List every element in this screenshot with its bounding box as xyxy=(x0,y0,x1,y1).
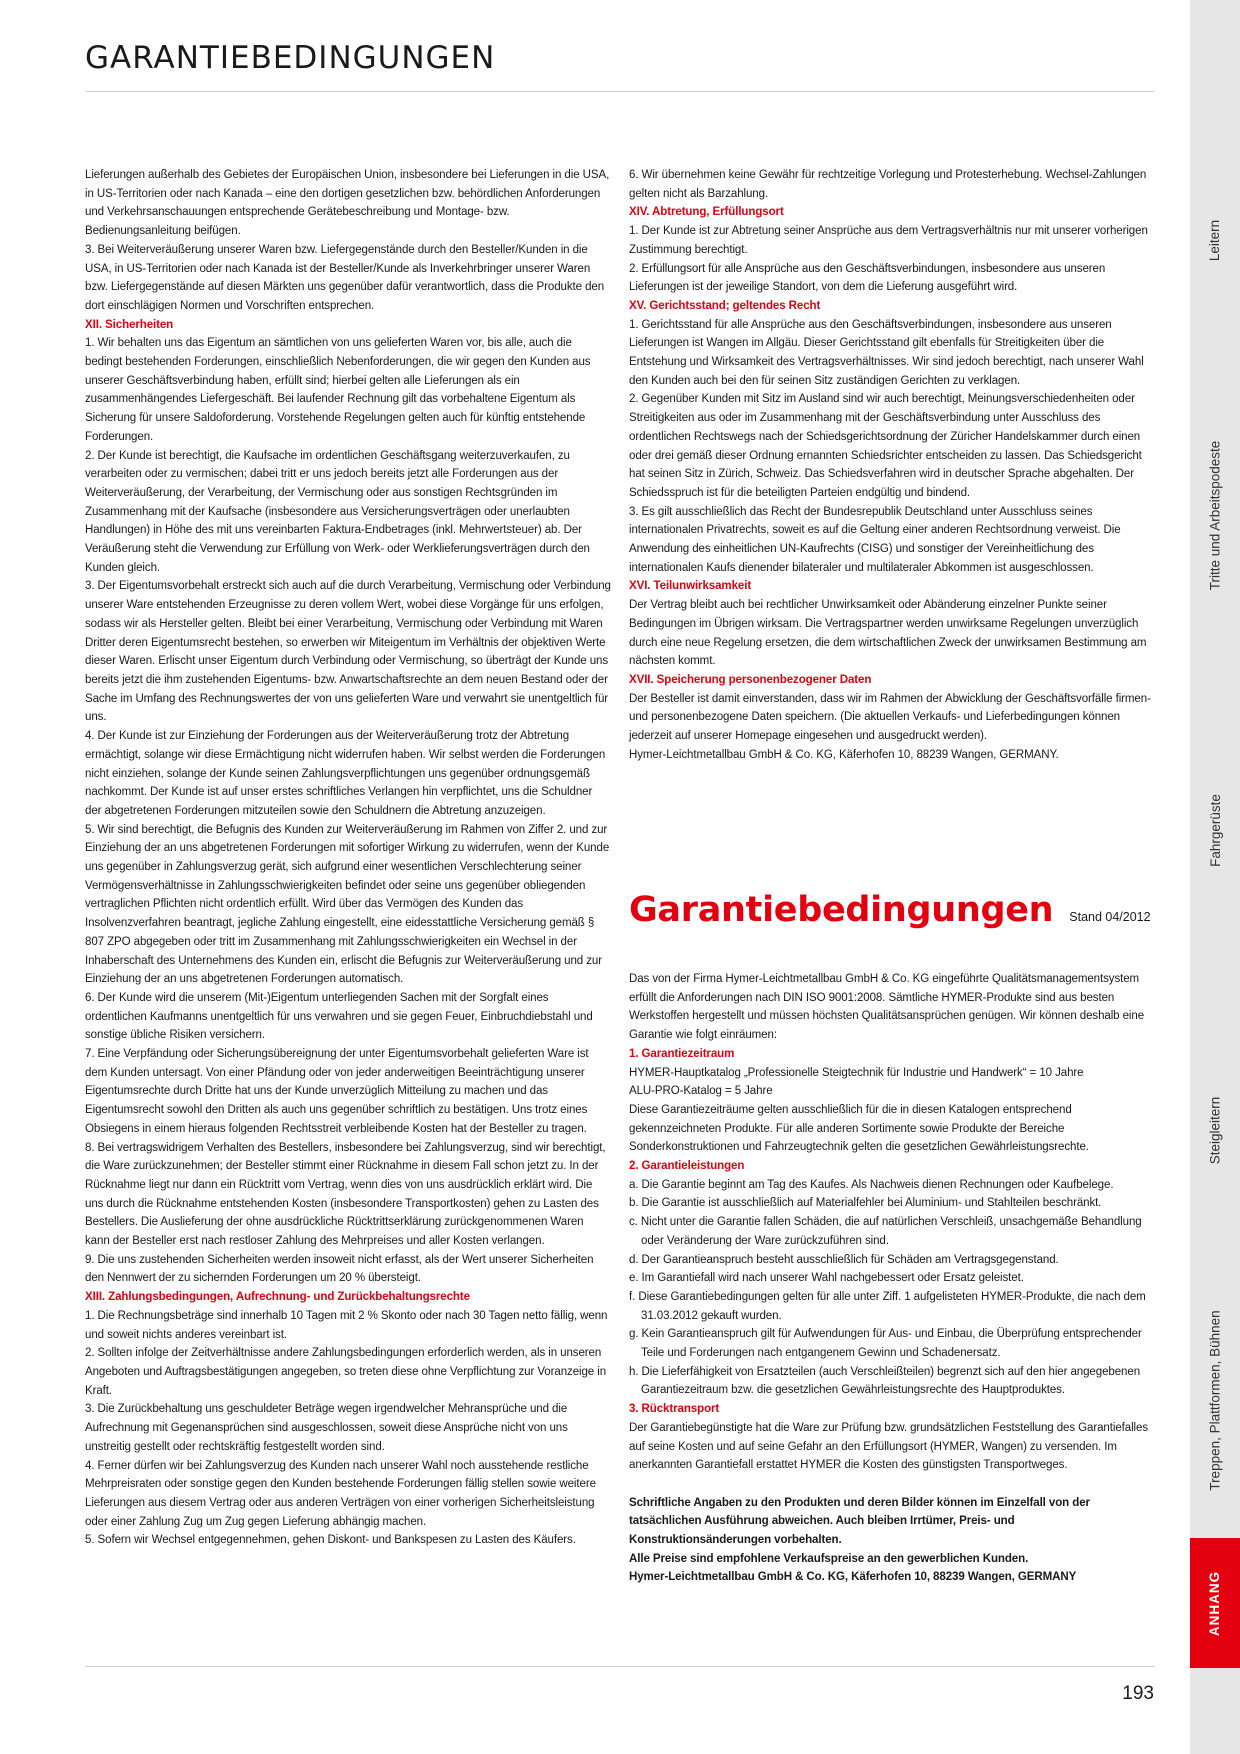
bold-notice: Alle Preise sind empfohlene Verkaufspreise an den gewerblichen Kunden. xyxy=(629,1552,1029,1565)
paragraph: 6. Wir übernehmen keine Gewähr für rechtzeitige Vorlegung und Protesterhebung. Wechsel-Zahlungen gelten nicht als Barzahlung. xyxy=(629,169,1147,200)
paragraph: Das von der Firma Hymer-Leichtmetallbau GmbH & Co. KG eingeführte Qualitätsmanagementsystem erfüllt die Anforderungen nach DIN ISO 9001:2008. Sämtliche HYMER-Produkte sind aus besten Werkstoffen hergestellt und müssen höchsten Qualitätsansprüchen genügen. Wir können deshalb eine Garantie wie folgt einräumen: xyxy=(629,973,1145,1042)
list-item: f. Diese Garantiebedingungen gelten für alle unter Ziff. 1 aufgelisteten HYMER-Produkte, die nach dem 31.03.2012 gekauft wurden. xyxy=(629,1290,1146,1322)
section-heading: XII. Sicherheiten xyxy=(85,318,174,331)
paragraph: 6. Der Kunde wird die unserem (Mit-)Eigentum unterliegenden Sachen mit der Sorgfalt eines ordentlichen Kaufmanns unentgeltlich für uns verwahren und sie gegen Feuer, Einbruchdiebstahl und sonstige übliche Risiken versichern. xyxy=(85,991,593,1042)
sidebar-tab-anhang[interactable] xyxy=(1190,1538,1240,1668)
warranty-title: Garantiebedingungen xyxy=(629,890,1054,930)
section-heading: XVII. Speicherung personenbezogener Daten xyxy=(629,673,872,686)
paragraph: 3. Es gilt ausschließlich das Recht der Bundesrepublik Deutschland unter Ausschluss seines internationalen Privatrechts, soweit es auf die Geltung einer anderen Rechtsordnung verweist. Die Anwendung des einheitlichen UN-Kaufrechts (CISG) und sonstiger der Vereinheitlichung des internationalen Kaufs dienender bilateraler und multilateraler Abkommen ist ausgeschlossen. xyxy=(629,505,1121,574)
sidebar-tab-label: Tritte und Arbeitspodeste xyxy=(1207,440,1223,590)
paragraph: 5. Sofern wir Wechsel entgegennehmen, gehen Diskont- und Bankspesen zu Lasten des Käufers. xyxy=(85,1534,576,1547)
paragraph: 2. Erfüllungsort für alle Ansprüche aus den Geschäftsverbindungen, insbesondere aus unseren Lieferungen ist der jeweilige Standort, von dem die Lieferung ausgeführt wird. xyxy=(629,262,1106,294)
list-item: h. Die Lieferfähigkeit von Ersatzteilen (auch Verschleißteilen) begrenzt sich auf den hier angegebenen Garantiezeitraum bzw. die gesetzlichen Gewährleistungsrechte des Hauptproduktes. xyxy=(629,1365,1141,1397)
paragraph: 3. Der Eigentumsvorbehalt erstreckt sich auch auf die durch Verarbeitung, Vermischung oder Verbindung unserer Ware entstehenden Erzeugnisse zu deren vollem Wert, wobei diese Vorgänge für uns erfolgen, sodass wir als Hersteller gelten. Bleibt bei einer Verarbeitung, Vermischung oder Verbindung mit Waren Dritter deren Eigentumsrecht bestehen, so erwerben wir Miteigentum im Verhältnis der objektiven Werte dieser Waren. Erlischt unser Eigentum durch Verbindung oder Vermischung, so überträgt der Kunde uns bereits jetzt die ihm zustehenden Eigentums- bzw. Anwartschaftsrechte an dem neuen Bestand oder der Sache im Umfang des Rechnungswertes der von uns gelieferten Ware und verwahrt sie unentgeltlich für uns. xyxy=(85,580,611,724)
list-item: b. Die Garantie ist ausschließlich auf Materialfehler bei Aluminium- und Stahlteilen beschränkt. xyxy=(629,1197,1102,1210)
paragraph: 4. Ferner dürfen wir bei Zahlungsverzug des Kunden nach unserer Wahl noch ausstehende restliche Mehrpreisraten oder sonstige gegen den Kunden bestehende Forderungen fällig stellen sowie weitere Lieferungen aus diesem Vertrag oder aus anderen Verträgen von einer vorherigen Sicherheitsleistung oder einer Zahlung Zug um Zug gegen Lieferung abhängig machen. xyxy=(85,1459,596,1528)
paragraph: 1. Der Kunde ist zur Abtretung seiner Ansprüche aus dem Vertragsverhältnis nur mit unserer vorherigen Zustimmung berechtigt. xyxy=(629,225,1148,256)
sidebar-tab-tritte[interactable] xyxy=(1190,390,1240,640)
sidebar-tab-label: Leitern xyxy=(1207,219,1223,261)
paragraph: 5. Wir sind berechtigt, die Befugnis des Kunden zur Weiterveräußerung im Rahmen von Ziffer 2. und zur Einziehung der an uns abgetretenen Forderungen mit sofortiger Wirkung zu widerrufen, wenn der Kunde uns gegenüber in Zahlungsverzug gerät, sich aufgrund einer wesentlichen Verschlechterung seiner Vermögensverhältnisse in Zahlungsschwierigkeiten befindet oder seine uns gegenüber obliegenden vertraglichen Pflichten nicht ordentlich erfüllt. Wird über das Vermögen des Kunden das Insolvenzverfahren beantragt, jegliche Zahlung eingestellt, eine eidesstattliche Versicherung gemäß § 807 ZPO abgegeben oder tritt im Zusammenhang mit Zahlungsschwierigkeiten ein Wechsel in der Inhaberschaft des Unternehmens des Kunden ein, erlischt die Befugnis zur Weiterveräußerung und zur Einziehung der an uns abgetretenen Forderungen automatisch. xyxy=(85,823,610,986)
sidebar-tab-steigleitern[interactable] xyxy=(1190,1040,1240,1220)
header-divider xyxy=(85,91,1155,92)
paragraph: 9. Die uns zustehenden Sicherheiten werden insoweit nicht erfasst, als der Wert unserer Sicherheiten den Nennwert der zu sichernden Forderungen um 20 % übersteigt. xyxy=(85,1253,594,1285)
chapter-sidebar xyxy=(1190,0,1240,1754)
bold-notice: Schriftliche Angaben zu den Produkten und deren Bilder können im Einzelfall von der tatsächlichen Ausführung abweichen. Auch bleiben Irrtümer, Preis- und Konstruktionsänderungen vorbehalten. xyxy=(629,1496,1090,1547)
paragraph: Lieferungen außerhalb des Gebietes der Europäischen Union, insbesondere bei Lieferungen in die USA, in US-Territorien oder nach Kanada – eine den dortigen gesetzlichen bzw. behördlichen Anforderungen und Verkehrsanschauungen entsprechende Gerätebeschreibung und Montage- bzw. Bedienungsanleitung beifügen. xyxy=(85,169,610,238)
page-title: GARANTIEBEDINGUNGEN xyxy=(85,40,496,76)
paragraph: Der Besteller ist damit einverstanden, dass wir im Rahmen der Abwicklung der Geschäftsvorfälle firmen- und personenbezogene Daten speichern. (Die aktuellen Verkaufs- und Lieferbedingungen können jederzeit auf unserer Homepage eingesehen und ausgedruckt werden). xyxy=(629,692,1151,743)
paragraph: 7. Eine Verpfändung oder Sicherungsübereignung der unter Eigentumsvorbehalt gelieferten Ware ist dem Kunden untersagt. Von einer Pfändung oder von jeder anderweitigen Beeinträchtigung unserer Eigentumsrechte durch Dritte hat uns der Kunde unverzüglich Mitteilung zu machen und das Eigentumsrecht sowohl den Dritten als auch uns gegenüber schriftlich zu bestätigen. Uns trotz eines Obsiegens in einem hieraus folgenden Rechtsstreit verbleibende Kosten hat der Besteller zu tragen. xyxy=(85,1048,589,1135)
list-item: g. Kein Garantieanspruch gilt für Aufwendungen für Aus- und Einbau, die Überprüfung entsprechender Teile und Forderungen nach entgangenem Gewinn und Schadenersatz. xyxy=(629,1328,1142,1360)
sidebar-tab-fahrgerueste[interactable] xyxy=(1190,740,1240,920)
spacer xyxy=(629,1475,1155,1494)
section-heading: 2. Garantieleistungen xyxy=(629,1160,745,1173)
sidebar-tab-label: ANHANG xyxy=(1207,1570,1223,1636)
paragraph: 2. Sollten infolge der Zeitverhältnisse andere Zahlungsbedingungen erforderlich werden, als in unseren Angeboten und Auftragsbestätigungen angegeben, so treten diese ohne Verpflichtung zur Voranzeige in Kraft. xyxy=(85,1347,607,1397)
paragraph: 3. Bei Weiterveräußerung unserer Waren bzw. Liefergegenstände durch den Besteller/Kunden in die USA, in US-Territorien oder nach Kanada ist der Besteller/Kunde als Inverkehrbringer unserer Waren bzw. Liefergegenstände auf diesen Märkten uns gegenüber dafür verantwortlich, dass die Produkte den dort einschlägigen Normen und Vorschriften entsprechen. xyxy=(85,243,605,312)
section-heading: XV. Gerichtsstand; geltendes Recht xyxy=(629,299,821,312)
page-number: 193 xyxy=(1122,1683,1154,1704)
section-heading: XIII. Zahlungsbedingungen, Aufrechnung- und Zurückbehaltungsrechte xyxy=(85,1291,470,1304)
section-heading: XVI. Teilunwirksamkeit xyxy=(629,580,752,593)
paragraph: HYMER-Hauptkatalog „Professionelle Steigtechnik für Industrie und Handwerk“ = 10 Jahre xyxy=(629,1066,1084,1079)
bold-notice: Hymer-Leichtmetallbau GmbH & Co. KG, Käferhofen 10, 88239 Wangen, GERMANY xyxy=(629,1571,1077,1584)
paragraph: 2. Der Kunde ist berechtigt, die Kaufsache im ordentlichen Geschäftsgang weiterzuverkaufen, zu verarbeiten oder zu vermischen; dabei tritt er uns jedoch bereits jetzt alle Forderungen aus der Weiterveräußerung, der Verarbeitung, der Vermischung oder aus sonstigen Rechtsgründen im Zusammenhang mit der Kaufsache (insbesondere aus Versicherungsverträgen oder unerlaubten Handlungen) in Höhe des mit uns vereinbarten Faktura-Endbetrages (inkl. Mehrwertsteuer) ab. Der Veräußerung steht die Verwendung zur Erfüllung von Werk- oder Werklieferungsverträgen durch den Kunden gleich. xyxy=(85,449,590,574)
list-item: a. Die Garantie beginnt am Tag des Kaufes. Als Nachweis dienen Rechnungen oder Kaufbelege. xyxy=(629,1178,1114,1191)
right-bottom-column xyxy=(629,970,1155,1587)
paragraph: ALU-PRO-Katalog = 5 Jahre xyxy=(629,1085,773,1098)
warranty-heading xyxy=(629,890,1151,930)
paragraph: Diese Garantiezeiträume gelten ausschließlich für die in diesen Katalogen entsprechend gekennzeichneten Produkte. Für alle anderen Sortimente sowie Produkte der Bereiche Sonderkonstruktionen und Fahrzeugtechnik gelten die gesetzlichen Gewährleistungsrechte. xyxy=(629,1103,1089,1154)
list-item: c. Nicht unter die Garantie fallen Schäden, die auf natürlichen Verschleiß, unsachgemäße Behandlung oder Veränderung der Ware zurückzuführen sind. xyxy=(629,1216,1142,1247)
warranty-stand: Stand 04/2012 xyxy=(1069,910,1151,924)
sidebar-tab-treppen[interactable] xyxy=(1190,1270,1240,1530)
paragraph: 2. Gegenüber Kunden mit Sitz im Ausland sind wir auch berechtigt, Meinungsverschiedenheiten oder Streitigkeiten aus oder im Zusammenhang mit der Geschäftsverbindung unter Ausschluss des ordentlichen Rechtswegs nach der Schiedsgerichtsordnung der Züricher Handelskammer durch einen oder drei gemäß dieser Ordnung ernannten Schiedsrichter entscheiden zu lassen. Das Schiedsgericht hat seinen Sitz in Zürich, Schweiz. Das Schiedsverfahren wird in deutscher Sprache abgehalten. Der Schiedsspruch ist für die beteiligten Parteien endgültig und bindend. xyxy=(629,393,1142,499)
section-heading: 1. Garantiezeitraum xyxy=(629,1047,735,1060)
paragraph: Hymer-Leichtmetallbau GmbH & Co. KG, Käferhofen 10, 88239 Wangen, GERMANY. xyxy=(629,748,1059,761)
paragraph: 8. Bei vertragswidrigem Verhalten des Bestellers, insbesondere bei Zahlungsverzug, sind wir berechtigt, die Ware zurückzunehmen; der Besteller stimmt einer Rücknahme in diesem Fall schon jetzt zu. In der Rücknahme liegt nur dann ein Rücktritt vom Vertrag, wenn dies von uns ausdrücklich erklärt wird. Die uns durch die Rücknahme entstehenden Kosten (insbesondere Transportkosten) gehen zu Lasten des Bestellers. Die Auslieferung der ohne ausdrückliche Rücktrittserklärung zurückgenommenen Waren kann der Besteller erst nach restloser Zahlung des Mehrpreises und aller Kosten verlangen. xyxy=(85,1141,606,1248)
paragraph: Der Garantiebegünstigte hat die Ware zur Prüfung bzw. grundsätzlichen Feststellung des Garantiefalles auf seine Kosten und auf seine Gefahr an den Erfüllungsort (HYMER, Wangen) zu versenden. Im anerkannten Garantiefall erstattet HYMER die Kosten des günstigsten Transportweges. xyxy=(629,1421,1148,1472)
sidebar-tab-label: Treppen, Plattformen, Bühnen xyxy=(1207,1309,1223,1491)
paragraph: 1. Gerichtsstand für alle Ansprüche aus den Geschäftsverbindungen, insbesondere aus unseren Lieferungen ist Wangen im Allgäu. Dieser Gerichtsstand gilt ebenfalls für Streitigkeiten über die Entstehung und Wirksamkeit des Vertragsverhältnisses. Wir sind jedoch berechtigt, nach unserer Wahl den Kunden auch bei den für seinen Sitz zuständigen Gerichten zu verklagen. xyxy=(629,318,1144,387)
sidebar-tab-label: Fahrgerüste xyxy=(1207,793,1223,867)
sidebar-tab-leitern[interactable] xyxy=(1190,150,1240,330)
section-heading: 3. Rücktransport xyxy=(629,1403,720,1416)
paragraph: Der Vertrag bleibt auch bei rechtlicher Unwirksamkeit oder Abänderung einzelner Punkte seiner Bedingungen im Übrigen wirksam. Die Vertragspartner werden unwirksame Regelungen unverzüglich durch eine neue Regelung ersetzen, die dem wirtschaftlichen Zweck der unwirksamen Bestimmung am nächsten kommt. xyxy=(629,599,1147,668)
paragraph: 3. Die Zurückbehaltung uns geschuldeter Beträge wegen irgendwelcher Mehransprüche und die Aufrechnung mit Gegenansprüchen sind ausgeschlossen, soweit diese Ansprüche nicht von uns unstreitig gestellt oder rechtskräftig festgestellt worden sind. xyxy=(85,1403,568,1453)
footer-divider xyxy=(85,1666,1155,1667)
section-heading: XIV. Abtretung, Erfüllungsort xyxy=(629,206,784,219)
list-item: e. Im Garantiefall wird nach unserer Wahl nachgebessert oder Ersatz geleistet. xyxy=(629,1272,1024,1285)
left-column xyxy=(85,166,611,1550)
sidebar-tab-label: Steigleitern xyxy=(1207,1096,1223,1164)
paragraph: 1. Wir behalten uns das Eigentum an sämtlichen von uns gelieferten Waren vor, bis alle, auch die bedingt bestehenden Forderungen, einschließlich Nebenforderungen, die wir gegen den Kunden aus unserer Geschäftsverbindung haben, erfüllt sind; hierbei gelten alle Lieferungen als ein zusammenhängendes Liefergeschäft. Bei laufender Rechnung gilt das vorbehaltene Eigentum als Sicherung für unsere Saldoforderung. Vorstehende Regelungen gelten auch für künftig entstehende Forderungen. xyxy=(85,337,591,443)
list-item: d. Der Garantieanspruch besteht ausschließlich für Schäden am Vertragsgegenstand. xyxy=(629,1253,1059,1266)
right-top-column xyxy=(629,166,1155,765)
paragraph: 1. Die Rechnungsbeträge sind innerhalb 10 Tagen mit 2 % Skonto oder nach 30 Tagen netto fällig, wenn und soweit nichts anderes vereinbart ist. xyxy=(85,1309,608,1341)
paragraph: 4. Der Kunde ist zur Einziehung der Forderungen aus der Weiterveräußerung trotz der Abtretung ermächtigt, solange wir diese Ermächtigung nicht widerrufen haben. Wir selbst werden die Forderungen nicht einziehen, solange der Kunde seinen Zahlungsverpflichtungen uns gegenüber ordnungsgemäß nachkommt. Der Kunde ist auf unser erstes schriftliches Verlangen hin verpflichtet, uns die Schuldner der abgetretenen Forderungen mitzuteilen sowie den Schuldnern die Abtretung anzuzeigen. xyxy=(85,730,606,817)
